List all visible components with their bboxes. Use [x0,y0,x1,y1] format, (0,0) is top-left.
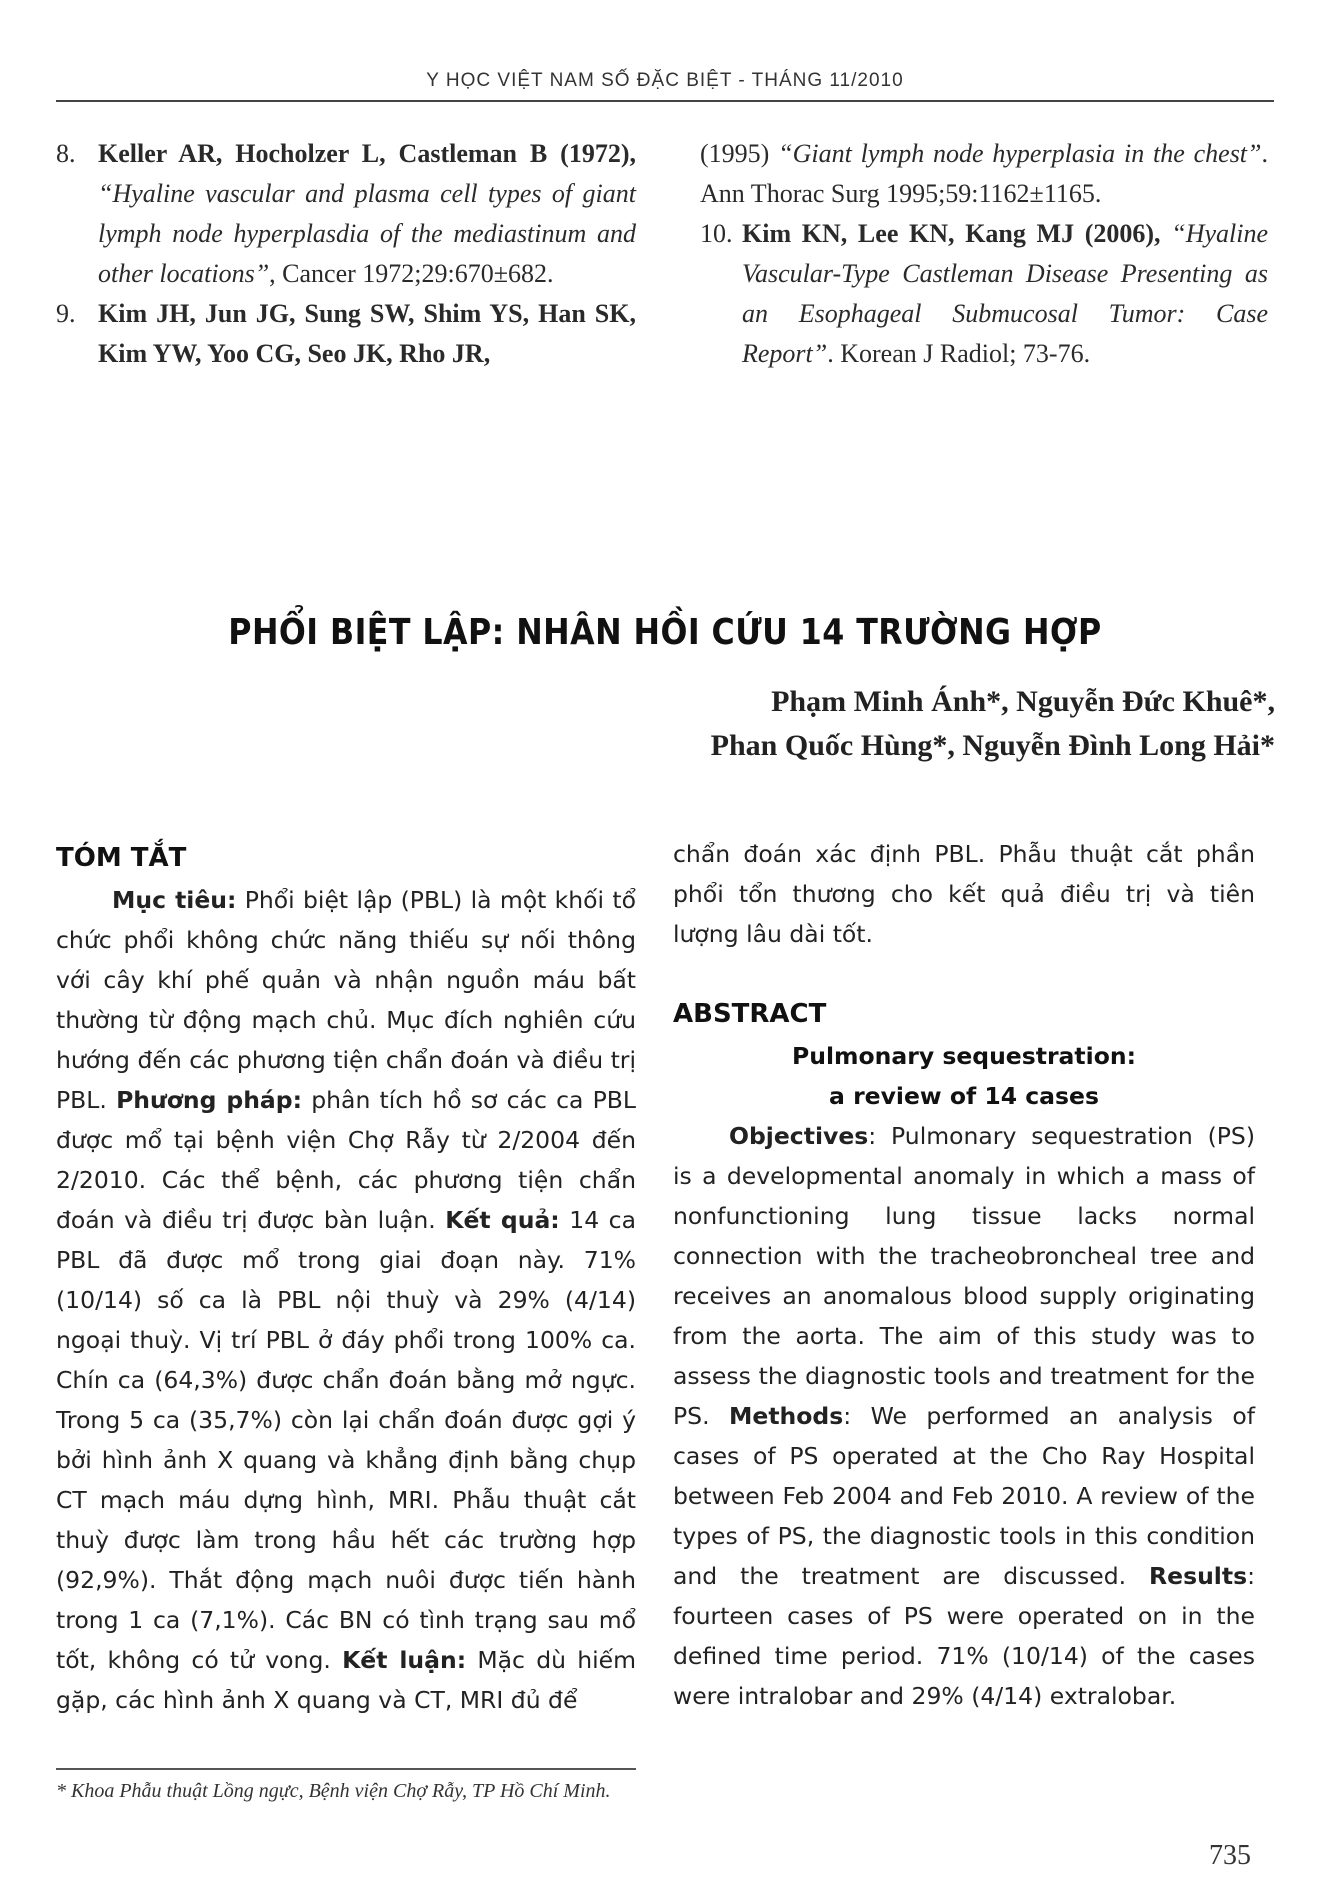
reference-authors: Keller AR, Hocholzer L, Castleman B (1972), [98,139,636,168]
reference-authors: Kim KN, Lee KN, Kang MJ (2006), [742,219,1161,248]
summary-paragraph [56,880,636,1720]
reference-9-continued [700,134,1268,214]
reference-source: . Ann Thorac Surg 1995;59:1162±1165. [700,139,1268,208]
header-divider [56,100,1274,102]
methods-text: : We performed an analysis of cases of PS operated at the Cho Ray Hospital between Feb 2004 and Feb 2010. A review of the types of PS, the diagnostic tools in this condition and the treatment are discussed. [673,1402,1255,1590]
abstract-subtitle-2: a review of 14 cases [829,1082,1099,1110]
abstract-paragraph [673,1116,1255,1716]
reference-10 [700,214,1268,374]
reference-number: 8. [56,139,76,168]
conclusion-label: Kết luận: [342,1646,467,1674]
conclusion-text: Mặc dù hiếm gặp, các hình ảnh X quang và CT, MRI đủ để [56,1646,637,1714]
result-text: 14 ca PBL đã được mổ trong giai đoạn này. 71% (10/14) số ca là PBL nội thuỳ và 29% (4/14) ngoại thuỳ. Vị trí PBL ở đáy phổi trong 100% ca. Chín ca (64,3%) được chẩn đoán bằng mở ngực. Trong 5 ca (35,7%) còn lại chẩn đoán được gợi ý bởi hình ảnh X quang và khẳng định bằng chụp CT mạch máu dựng hình, MRI. Phẫu thuật cắt thuỳ được làm trong hầu hết các trường hợp (92,9%). Thắt động mạch nuôi được tiến hành trong 1 ca (7,1%). Các BN có tình trạng sau mổ tốt, không có tử vong. [56,1206,636,1674]
footnote-divider [56,1768,636,1770]
method-label: Phương pháp: [116,1086,303,1114]
abstract-subtitle-1: Pulmonary sequestration: [792,1042,1136,1070]
objective-text: Phổi biệt lập (PBL) là một khối tổ chức phổi không chức năng thiếu sự nối thông với cây khí phế quản và nhận nguồn máu bất thường từ động mạch chủ. Mục đích nghiên cứu hướng đến các phương tiện chẩn đoán và điều trị PBL. [56,886,636,1114]
affiliation-footnote: * Khoa Phẫu thuật Lồng ngực, Bệnh viện Chợ Rẫy, TP Hồ Chí Minh. [56,1780,611,1802]
reference-authors: Kim JH, Jun JG, Sung SW, Shim YS, Han SK, Kim YW, Yoo CG, Seo JK, Rho JR, [98,299,636,368]
authors-line-1: Phạm Minh Ánh*, Nguyễn Đức Khuê*, [771,685,1275,718]
abstract-column [673,838,1255,1716]
journal-header: Y HỌC VIỆT NAM SỐ ĐẶC BIỆT - THÁNG 11/2010 [426,70,904,91]
reference-8 [56,134,636,294]
result-label: Kết quả: [445,1206,560,1234]
method-text: phân tích hồ sơ các ca PBL được mổ tại bệnh viện Chợ Rẫy từ 2/2004 đến 2/2010. Các thể bệnh, các phương tiện chẩn đoán và điều trị được bàn luận. [56,1086,636,1234]
authors-line-2: Phan Quốc Hùng*, Nguyễn Đình Long Hải* [710,729,1275,762]
reference-title: “Hyaline vascular and plasma cell types of giant lymph node hyperplasdia of the mediastinum and other locations” [98,179,636,288]
reference-title: “Hyaline Vascular-Type Castleman Disease Presenting as an Esophageal Submucosal Tumor: Case Report” [742,219,1268,368]
reference-number: 9. [56,299,76,328]
article-title: PHỔI BIỆT LẬP: NHÂN HỒI CỨU 14 TRƯỜNG HỢP [228,612,1102,653]
methods-label: Methods [729,1402,844,1430]
results-label: Results [1149,1562,1248,1590]
reference-source: . Korean J Radiol; 73-76. [827,339,1091,368]
objective-label: Mục tiêu: [112,886,237,914]
reference-source: , Cancer 1972;29:670±682. [269,259,554,288]
objectives-text: : Pulmonary sequestration (PS) is a developmental anomaly in which a mass of nonfunctioning lung tissue lacks normal connection with the tracheobroncheal tree and receives an anomalous blood supply originating from the aorta. The aim of this study was to assess the diagnostic tools and treatment for the PS. [673,1122,1255,1430]
results-text: : fourteen cases of PS were operated on in the defined time period. 71% (10/14) of the cases were intralobar and 29% (4/14) extralobar. [673,1562,1255,1710]
references-left-column [56,134,636,374]
abstract-heading: ABSTRACT [673,999,827,1029]
page-number: 735 [1209,1840,1251,1871]
summary-heading: TÓM TẮT [56,843,187,873]
article-authors [711,680,1275,768]
references-right-column [700,134,1268,374]
objectives-label: Objectives [729,1122,869,1150]
reference-year: (1995) [700,139,770,168]
summary-continued: chẩn đoán xác định PBL. Phẫu thuật cắt phần phổi tổn thương cho kết quả điều trị và tiên lượng lâu dài tốt. [673,840,1255,948]
summary-column [56,838,636,1720]
reference-title: “Giant lymph node hyperplasia in the chest” [778,139,1262,168]
reference-number: 10. [700,219,733,248]
reference-9 [56,294,636,374]
